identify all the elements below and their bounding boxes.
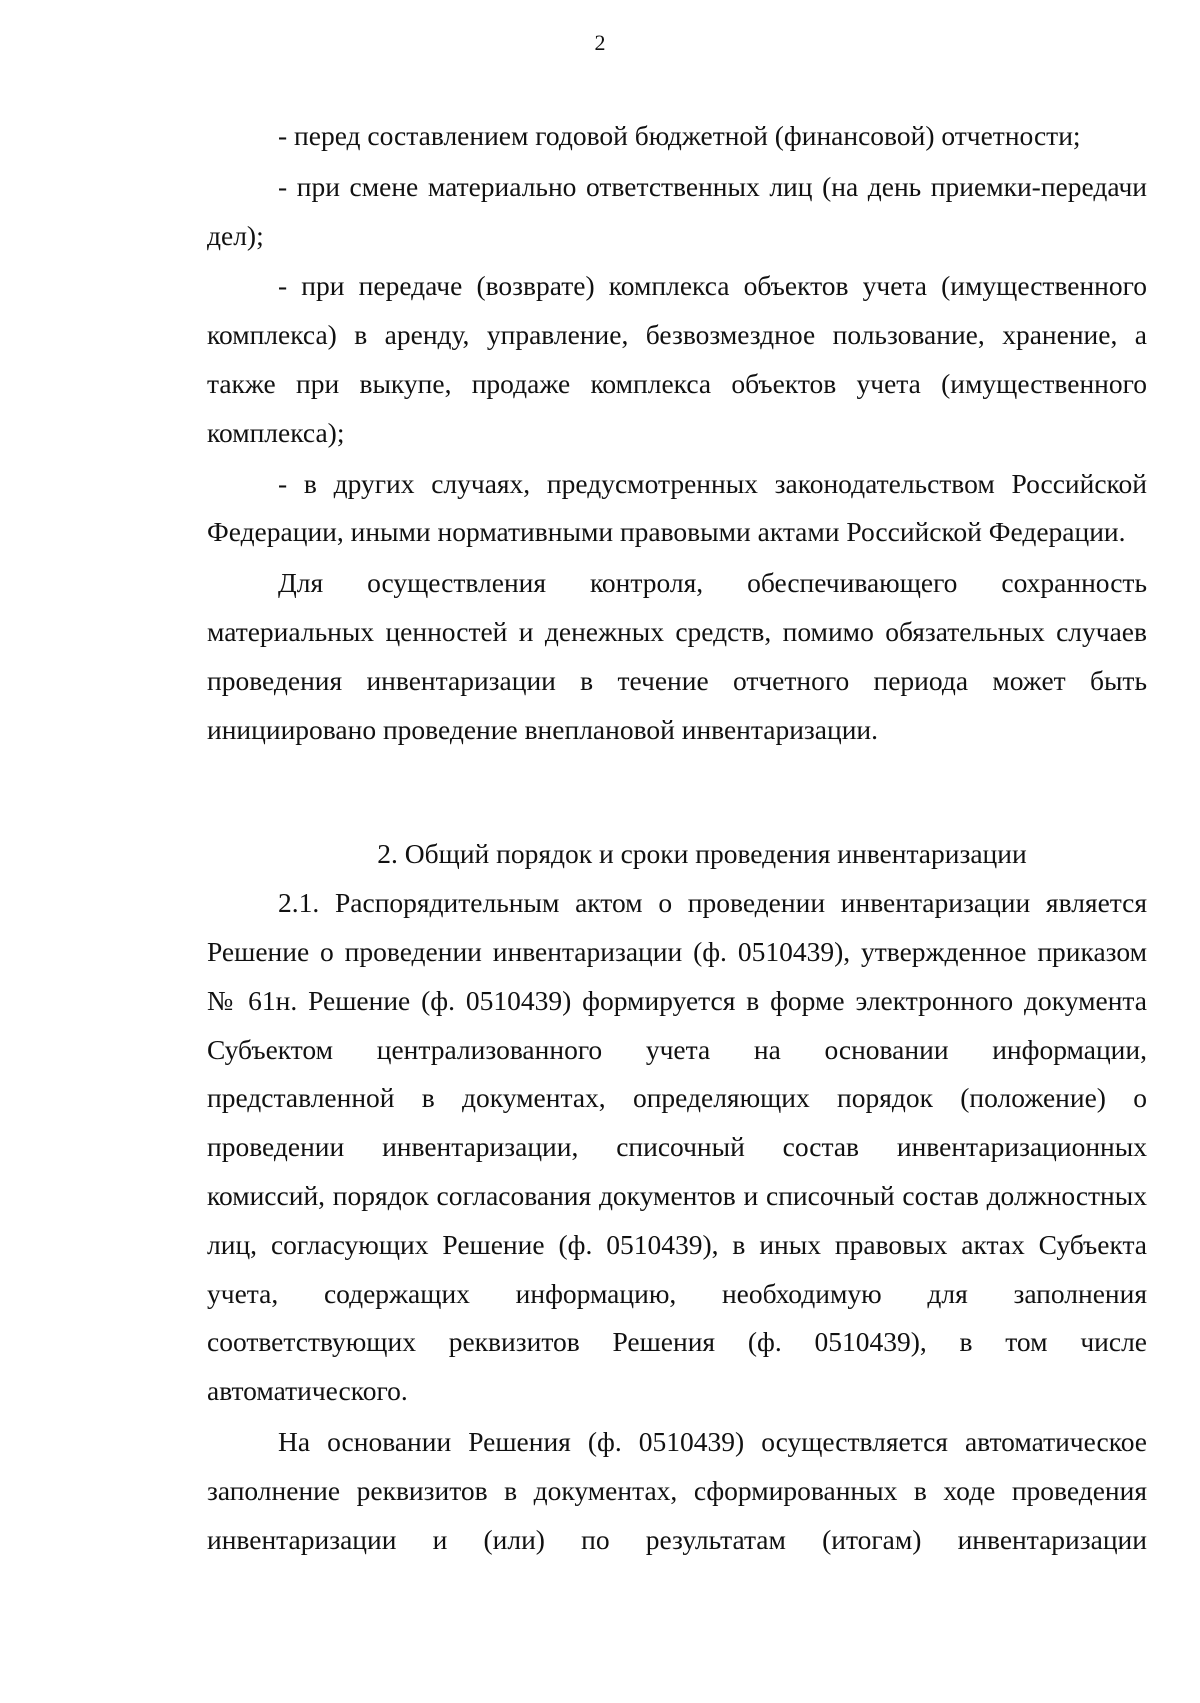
paragraph-unscheduled-inventory: Для осуществления контроля, обеспечивающего сохранность материальных ценностей и денежных средств, помимо обязательных случаев проведения инвентаризации в течение отчетного периода может быть инициировано проведение внеплановой инвентаризации.	[207, 567, 1147, 745]
section-heading: 2. Общий порядок и сроки проведения инвентаризации	[377, 838, 1027, 870]
paragraph-2-1: 2.1. Распорядительным актом о проведении инвентаризации является Решение о проведении инвентаризации (ф. 0510439), утвержденное приказом № 61н. Решение (ф. 0510439) формируется в форме электронного документа Субъектом централизованного учета на основании информации, представленной в документах, определяющих порядок (положение) о проведении инвентаризации, списочный состав инвентаризационных комиссий, порядок согласования документов и списочный состав должностных лиц, согласующих Решение (ф. 0510439), в иных правовых актах Субъекта учета, содержащих информацию, необходимую для заполнения соответствующих реквизитов Решения (ф. 0510439), в том числе автоматического.	[207, 887, 1147, 1407]
document-body	[207, 112, 1147, 1564]
paragraph-change-responsible: - при смене материально ответственных лиц (на день приемки-передачи дел);	[207, 170, 1147, 251]
paragraph-transfer-complex: - при передаче (возврате) комплекса объектов учета (имущественного комплекса) в аренду, управление, безвозмездное пользование, хранение, а также при выкупе, продаже комплекса объектов учета (имущественного комплекса);	[207, 270, 1147, 448]
paragraph-auto-fill: На основании Решения (ф. 0510439) осуществляется автоматическое заполнение реквизитов в документах, сформированных в ходе проведения инвентаризации и (или) по результатам (итогам) инвентаризации	[207, 1425, 1147, 1555]
paragraph-annual-reporting: - перед составлением годовой бюджетной (финансовой) отчетности;	[278, 120, 1081, 151]
page-number: 2	[594, 30, 606, 55]
paragraph-other-cases: - в других случаях, предусмотренных законодательством Российской Федерации, иными нормативными правовыми актами Российской Федерации.	[207, 467, 1147, 548]
